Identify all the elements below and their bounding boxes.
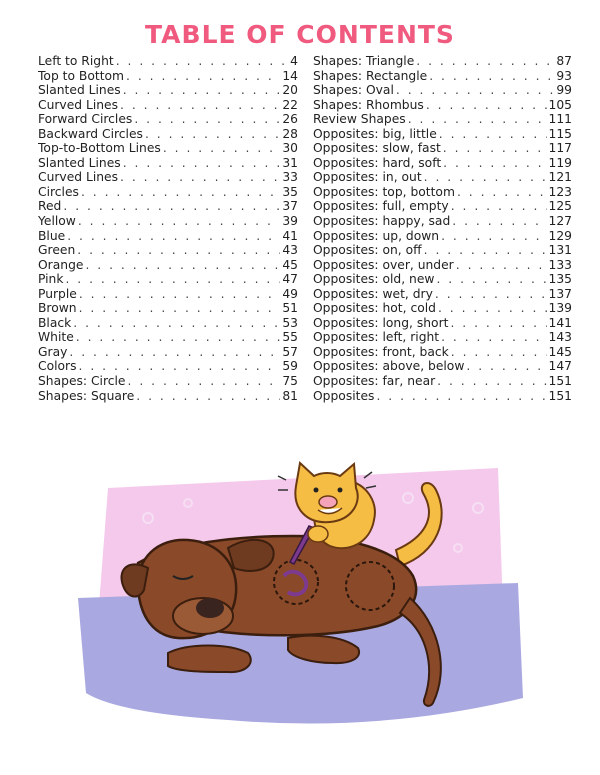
- toc-entry-label: Opposites: front, back: [313, 344, 449, 359]
- leader-dots: [466, 359, 546, 374]
- toc-entry-label: Gray: [38, 344, 68, 359]
- toc-entry-label: Opposites: full, empty: [313, 199, 449, 214]
- toc-entry[interactable]: [313, 170, 572, 185]
- leader-dots: [424, 243, 547, 258]
- toc-entry-page: 129: [548, 228, 572, 243]
- toc-entry-page: 115: [548, 126, 572, 141]
- toc-entry-label: Shapes: Triangle: [313, 54, 415, 68]
- leader-dots: [69, 345, 280, 360]
- toc-entry[interactable]: [313, 359, 572, 374]
- toc-entry-page: 137: [548, 286, 572, 301]
- toc-entry-label: Opposites: [313, 388, 375, 403]
- toc-entry-page: 123: [548, 184, 572, 199]
- toc-entry-label: Opposites: far, near: [313, 374, 436, 389]
- toc-entry-label: Top to Bottom: [38, 68, 125, 83]
- toc-entry-page: 147: [548, 359, 572, 374]
- toc-entry-label: Opposites: big, little: [313, 126, 437, 141]
- toc-entry-page: 81: [282, 388, 298, 403]
- toc-entry[interactable]: [313, 258, 572, 273]
- leader-dots: [441, 330, 546, 345]
- toc-entry-label: Opposites: slow, fast: [313, 141, 441, 156]
- toc-entry[interactable]: [38, 272, 298, 287]
- toc-entry-label: Red: [38, 199, 62, 214]
- toc-entry[interactable]: [313, 301, 572, 316]
- leader-dots: [81, 185, 280, 200]
- leader-dots: [429, 69, 554, 84]
- toc-left-column: [38, 54, 298, 403]
- leader-dots: [450, 316, 546, 331]
- toc-entry[interactable]: [38, 316, 298, 331]
- toc-entry-page: 99: [556, 83, 572, 98]
- toc-entry[interactable]: [38, 389, 298, 404]
- toc-entry-label: Opposites: above, below: [313, 359, 465, 374]
- toc-entry-page: 117: [548, 141, 572, 156]
- leader-dots: [120, 170, 280, 185]
- leader-dots: [456, 258, 547, 273]
- leader-dots: [136, 389, 280, 404]
- leader-dots: [145, 127, 280, 142]
- toc-entry-page: 121: [548, 170, 572, 185]
- toc-entry-label: Brown: [38, 301, 77, 316]
- leader-dots: [441, 229, 546, 244]
- leader-dots: [408, 112, 547, 127]
- toc-entry-page: 135: [548, 272, 572, 287]
- toc-entry-label: Shapes: Square: [38, 388, 135, 403]
- toc-entry-page: 49: [282, 286, 298, 301]
- toc-entry-page: 151: [548, 374, 572, 389]
- toc-entry[interactable]: [313, 345, 572, 360]
- toc-entry-label: Backward Circles: [38, 126, 143, 141]
- dog-nose: [196, 598, 224, 618]
- leader-dots: [85, 258, 280, 273]
- toc-entry-page: 133: [548, 257, 572, 272]
- toc-entry[interactable]: [38, 127, 298, 142]
- leader-dots: [126, 69, 280, 84]
- toc-entry-page: 131: [548, 243, 572, 258]
- toc-entry-label: White: [38, 330, 74, 345]
- toc-entry-label: Green: [38, 243, 76, 258]
- toc-entry-label: Opposites: wet, dry: [313, 286, 433, 301]
- toc-entry-page: 31: [282, 155, 298, 170]
- leader-dots: [451, 199, 547, 214]
- leader-dots: [376, 389, 546, 404]
- toc-right-column: [313, 54, 572, 403]
- toc-entry[interactable]: [38, 170, 298, 185]
- cat-eye-right: [338, 488, 343, 493]
- toc-entry-label: Orange: [38, 257, 84, 272]
- toc-entry-label: Opposites: in, out: [313, 170, 422, 185]
- dog-ear-right: [228, 540, 274, 571]
- toc-entry-page: 127: [548, 214, 572, 229]
- toc-entry[interactable]: [38, 98, 298, 113]
- leader-dots: [451, 345, 547, 360]
- leader-dots: [77, 243, 280, 258]
- toc-entry-page: 37: [282, 199, 298, 214]
- toc-entry-page: 141: [548, 315, 572, 330]
- toc-entry[interactable]: [38, 185, 298, 200]
- toc-entry-page: 57: [282, 344, 298, 359]
- toc-entry[interactable]: [313, 98, 572, 113]
- toc-entry-label: Shapes: Rectangle: [313, 68, 428, 83]
- toc-entry-page: 139: [548, 301, 572, 316]
- toc-entry[interactable]: [38, 112, 298, 127]
- toc-entry-page: 39: [282, 214, 298, 229]
- toc-entry[interactable]: [38, 301, 298, 316]
- toc-entry-page: 75: [282, 374, 298, 389]
- toc-entry-label: Opposites: over, under: [313, 257, 454, 272]
- toc-entry-label: Curved Lines: [38, 97, 119, 112]
- toc-entry[interactable]: [38, 229, 298, 244]
- toc-entry-page: 93: [556, 68, 572, 83]
- toc-entry[interactable]: [313, 243, 572, 258]
- toc-entry[interactable]: [313, 374, 572, 389]
- dog-front-paws: [168, 646, 251, 673]
- toc-entry[interactable]: [313, 141, 572, 156]
- toc-entry[interactable]: [313, 69, 572, 84]
- leader-dots: [436, 272, 546, 287]
- leader-dots: [79, 287, 281, 302]
- toc-entry-page: 55: [282, 330, 298, 345]
- leader-dots: [426, 98, 547, 113]
- leader-dots: [424, 170, 547, 185]
- toc-entry[interactable]: [38, 287, 298, 302]
- leader-dots: [79, 359, 281, 374]
- toc-entry-page: 151: [548, 388, 572, 403]
- toc-entry-page: 33: [282, 170, 298, 185]
- toc-entry-page: 47: [282, 272, 298, 287]
- leader-dots: [457, 185, 547, 200]
- toc-entry[interactable]: [38, 54, 298, 69]
- leader-dots: [116, 54, 288, 69]
- toc-entry[interactable]: [38, 258, 298, 273]
- leader-dots: [452, 214, 546, 229]
- toc-entry-page: 20: [282, 83, 298, 98]
- leader-dots: [123, 83, 281, 98]
- toc-entry-page: 4: [290, 54, 298, 68]
- toc-entry[interactable]: [313, 330, 572, 345]
- toc-entry-label: Curved Lines: [38, 170, 119, 185]
- toc-entry-page: 53: [282, 315, 298, 330]
- toc-entry[interactable]: [313, 214, 572, 229]
- toc-entry-page: 51: [282, 301, 298, 316]
- toc-entry-page: 119: [548, 155, 572, 170]
- dog-and-cat-illustration: [78, 458, 523, 733]
- toc-entry[interactable]: [38, 69, 298, 84]
- toc-entry[interactable]: [38, 199, 298, 214]
- toc-entry-label: Opposites: long, short: [313, 315, 449, 330]
- toc-entry-label: Left to Right: [38, 54, 114, 68]
- leader-dots: [76, 330, 281, 345]
- leader-dots: [439, 127, 547, 142]
- toc-entry-label: Opposites: hot, cold: [313, 301, 436, 316]
- toc-entry[interactable]: [313, 316, 572, 331]
- toc-entry[interactable]: [38, 156, 298, 171]
- dog-ear-left: [121, 564, 148, 596]
- toc-entry[interactable]: [313, 54, 572, 69]
- toc-entry-label: Opposites: happy, sad: [313, 214, 451, 229]
- toc-entry[interactable]: [313, 389, 572, 404]
- leader-dots: [128, 374, 281, 389]
- toc-entry-page: 22: [282, 97, 298, 112]
- leader-dots: [438, 301, 547, 316]
- toc-entry-page: 143: [548, 330, 572, 345]
- leader-dots: [78, 214, 280, 229]
- toc-entry[interactable]: [313, 199, 572, 214]
- toc-entry-label: Blue: [38, 228, 66, 243]
- page-title: TABLE OF CONTENTS: [145, 20, 455, 49]
- toc-entry-label: Top-to-Bottom Lines: [38, 141, 161, 156]
- toc-entry-label: Shapes: Rhombus: [313, 97, 424, 112]
- leader-dots: [163, 141, 281, 156]
- leader-dots: [443, 141, 547, 156]
- toc-entry-page: 35: [282, 184, 298, 199]
- leader-dots: [79, 301, 281, 316]
- toc-entry-label: Slanted Lines: [38, 155, 121, 170]
- toc-entry[interactable]: [313, 83, 572, 98]
- toc-entry-page: 105: [548, 97, 572, 112]
- toc-entry-page: 111: [548, 112, 572, 127]
- toc-entry-label: Yellow: [38, 214, 76, 229]
- toc-entry[interactable]: [38, 374, 298, 389]
- toc-entry-label: Opposites: up, down: [313, 228, 440, 243]
- leader-dots: [73, 316, 280, 331]
- toc-entry[interactable]: [313, 272, 572, 287]
- leader-dots: [120, 98, 280, 113]
- leader-dots: [123, 156, 281, 171]
- cat-eye-left: [314, 488, 319, 493]
- toc-entry-page: 26: [282, 112, 298, 127]
- toc-entry-label: Slanted Lines: [38, 83, 121, 98]
- toc-entry-page: 41: [282, 228, 298, 243]
- toc-entry-label: Circles: [38, 184, 79, 199]
- leader-dots: [443, 156, 546, 171]
- toc-entry-page: 28: [282, 126, 298, 141]
- toc-entry[interactable]: [313, 127, 572, 142]
- toc-entry[interactable]: [313, 156, 572, 171]
- leader-dots: [435, 287, 547, 302]
- toc-entry-label: Colors: [38, 359, 77, 374]
- toc-entry-label: Opposites: top, bottom: [313, 184, 455, 199]
- toc-entry[interactable]: [38, 345, 298, 360]
- toc-entry[interactable]: [313, 229, 572, 244]
- toc-entry[interactable]: [313, 112, 572, 127]
- leader-dots: [437, 374, 546, 389]
- toc-entry-label: Forward Circles: [38, 112, 133, 127]
- toc-entry-page: 45: [282, 257, 298, 272]
- leader-dots: [65, 272, 280, 287]
- toc-entry-page: 125: [548, 199, 572, 214]
- toc-entry-label: Shapes: Circle: [38, 374, 126, 389]
- toc-entry[interactable]: [313, 287, 572, 302]
- leader-dots: [396, 83, 554, 98]
- toc-entry[interactable]: [38, 359, 298, 374]
- toc-entry-page: 30: [282, 141, 298, 156]
- toc-entry-page: 87: [556, 54, 572, 68]
- toc-entry[interactable]: [38, 83, 298, 98]
- toc-entry-label: Opposites: hard, soft: [313, 155, 442, 170]
- toc-entry-label: Opposites: left, right: [313, 330, 440, 345]
- leader-dots: [134, 112, 280, 127]
- toc-entry-label: Opposites: old, new: [313, 272, 435, 287]
- toc-entry-label: Opposites: on, off: [313, 243, 422, 258]
- cat-paw: [308, 526, 328, 542]
- toc-entry-page: 14: [282, 68, 298, 83]
- toc-entry[interactable]: [38, 243, 298, 258]
- leader-dots: [67, 229, 280, 244]
- toc-entry-label: Shapes: Oval: [313, 83, 394, 98]
- toc-entry[interactable]: [38, 330, 298, 345]
- toc-entry-label: Black: [38, 315, 72, 330]
- toc-entry-page: 43: [282, 243, 298, 258]
- toc-entry[interactable]: [38, 214, 298, 229]
- toc-entry[interactable]: [313, 185, 572, 200]
- cat-nose: [319, 496, 337, 508]
- leader-dots: [416, 54, 554, 69]
- toc-entry-label: Pink: [38, 272, 64, 287]
- toc-entry[interactable]: [38, 141, 298, 156]
- toc-entry-page: 59: [282, 359, 298, 374]
- leader-dots: [63, 199, 280, 214]
- toc-entry-page: 145: [548, 344, 572, 359]
- toc-entry-label: Review Shapes: [313, 112, 406, 127]
- toc-entry-label: Purple: [38, 286, 77, 301]
